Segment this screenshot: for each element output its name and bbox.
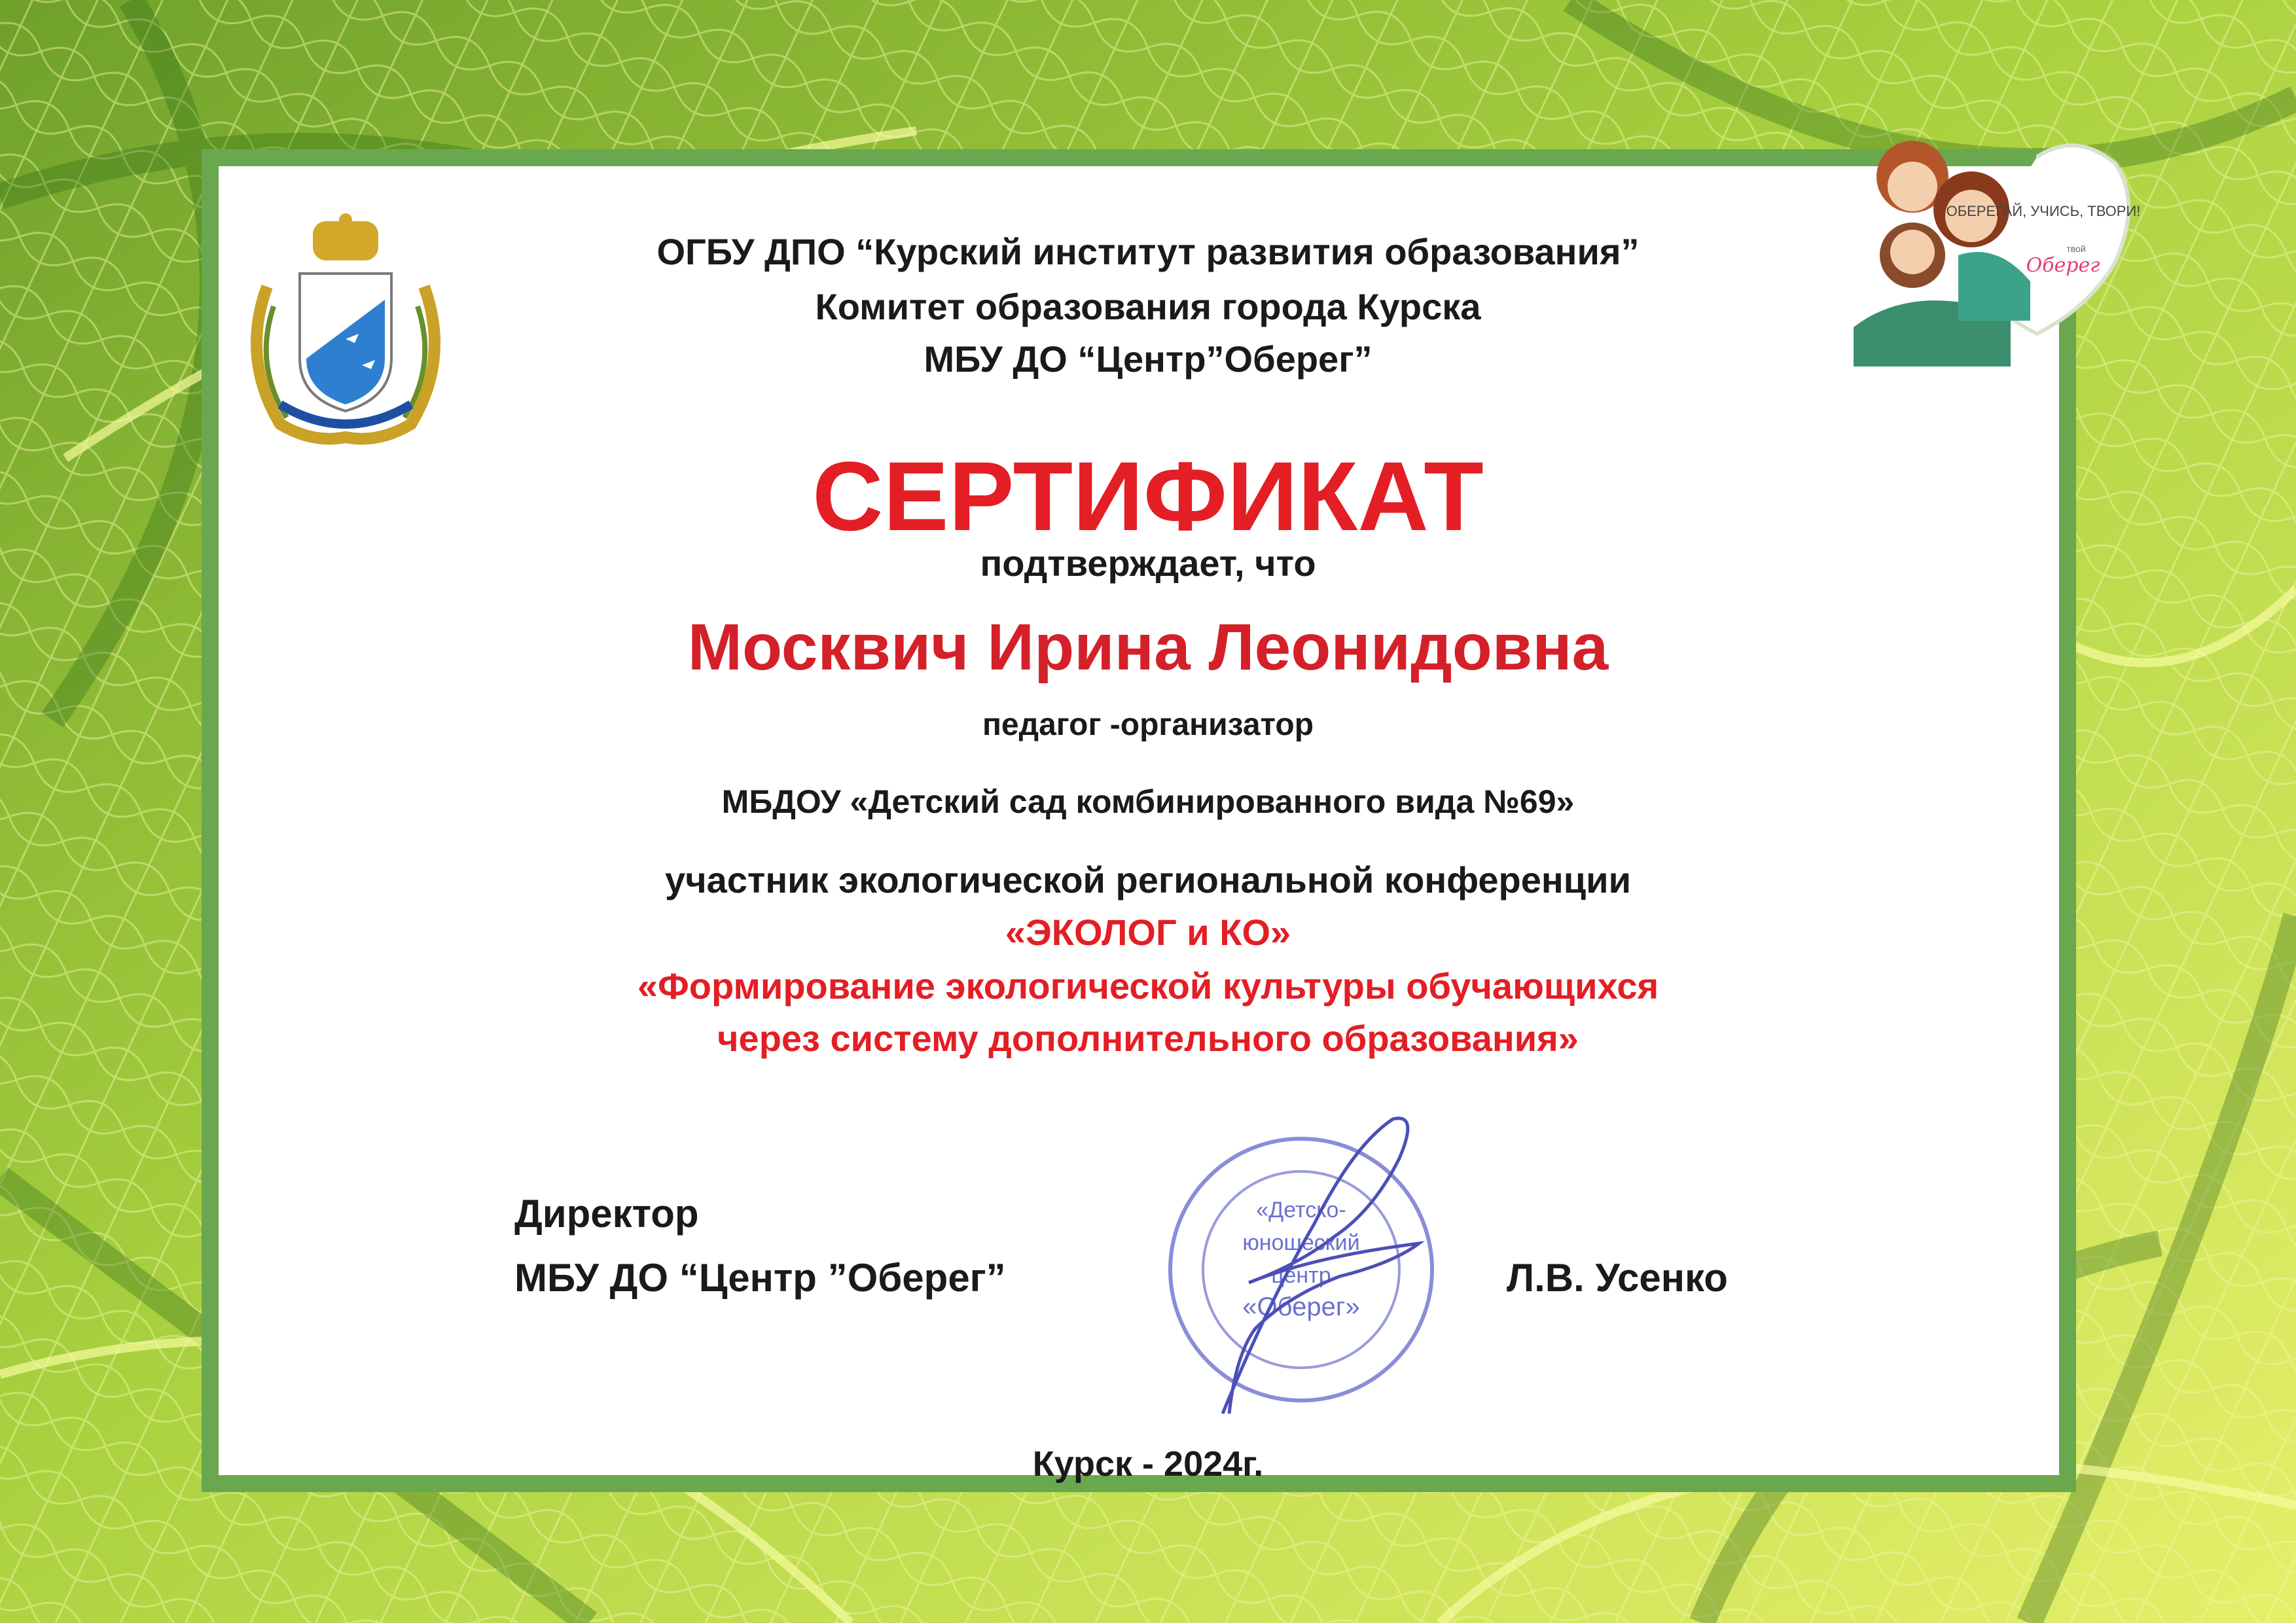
header-line2: Комитет образования города Курска <box>815 286 1481 327</box>
signature-title-line1: Директор <box>514 1192 699 1236</box>
logo-small: твой <box>2066 243 2086 254</box>
header-line1: ОГБУ ДПО “Курский институт развития образования” <box>656 231 1640 272</box>
stamp-line1: «Детско- <box>1256 1198 1346 1222</box>
stamp-line2: юношеский <box>1242 1230 1360 1255</box>
official-stamp <box>1118 1106 1484 1472</box>
event-topic-line1: «Формирование экологической культуры обучающихся <box>637 965 1659 1007</box>
recipient-name: Москвич Ирина Леонидовна <box>687 611 1609 684</box>
footer-place-date: Курск - 2024г. <box>1032 1444 1264 1484</box>
stamp-line3: центр <box>1271 1263 1331 1288</box>
event-name: «ЭКОЛОГ и КО» <box>1005 912 1291 953</box>
signer-name: Л.В. Усенко <box>1507 1256 1728 1300</box>
stamp-line4: «Оберег» <box>1242 1293 1360 1321</box>
logo-slogan: ОБЕРЕГАЙ, УЧИСЬ, ТВОРИ! <box>1946 203 2141 219</box>
certificate-title: СЕРТИФИКАТ <box>812 441 1484 551</box>
confirms-text: подтверждает, что <box>980 543 1316 584</box>
logo-brand: Оберег <box>2026 254 2100 277</box>
header-line3: МБУ ДО “Центр”Оберег” <box>924 338 1372 380</box>
event-role: участник экологической региональной конференции <box>664 859 1632 901</box>
recipient-position: педагог -организатор <box>982 707 1314 742</box>
recipient-organization: МБДОУ «Детский сад комбинированного вида №69» <box>721 783 1575 820</box>
signature-title-line2: МБУ ДО “Центр ”Оберег” <box>514 1256 1006 1300</box>
event-topic-line2: через систему дополнительного образования» <box>717 1018 1579 1059</box>
